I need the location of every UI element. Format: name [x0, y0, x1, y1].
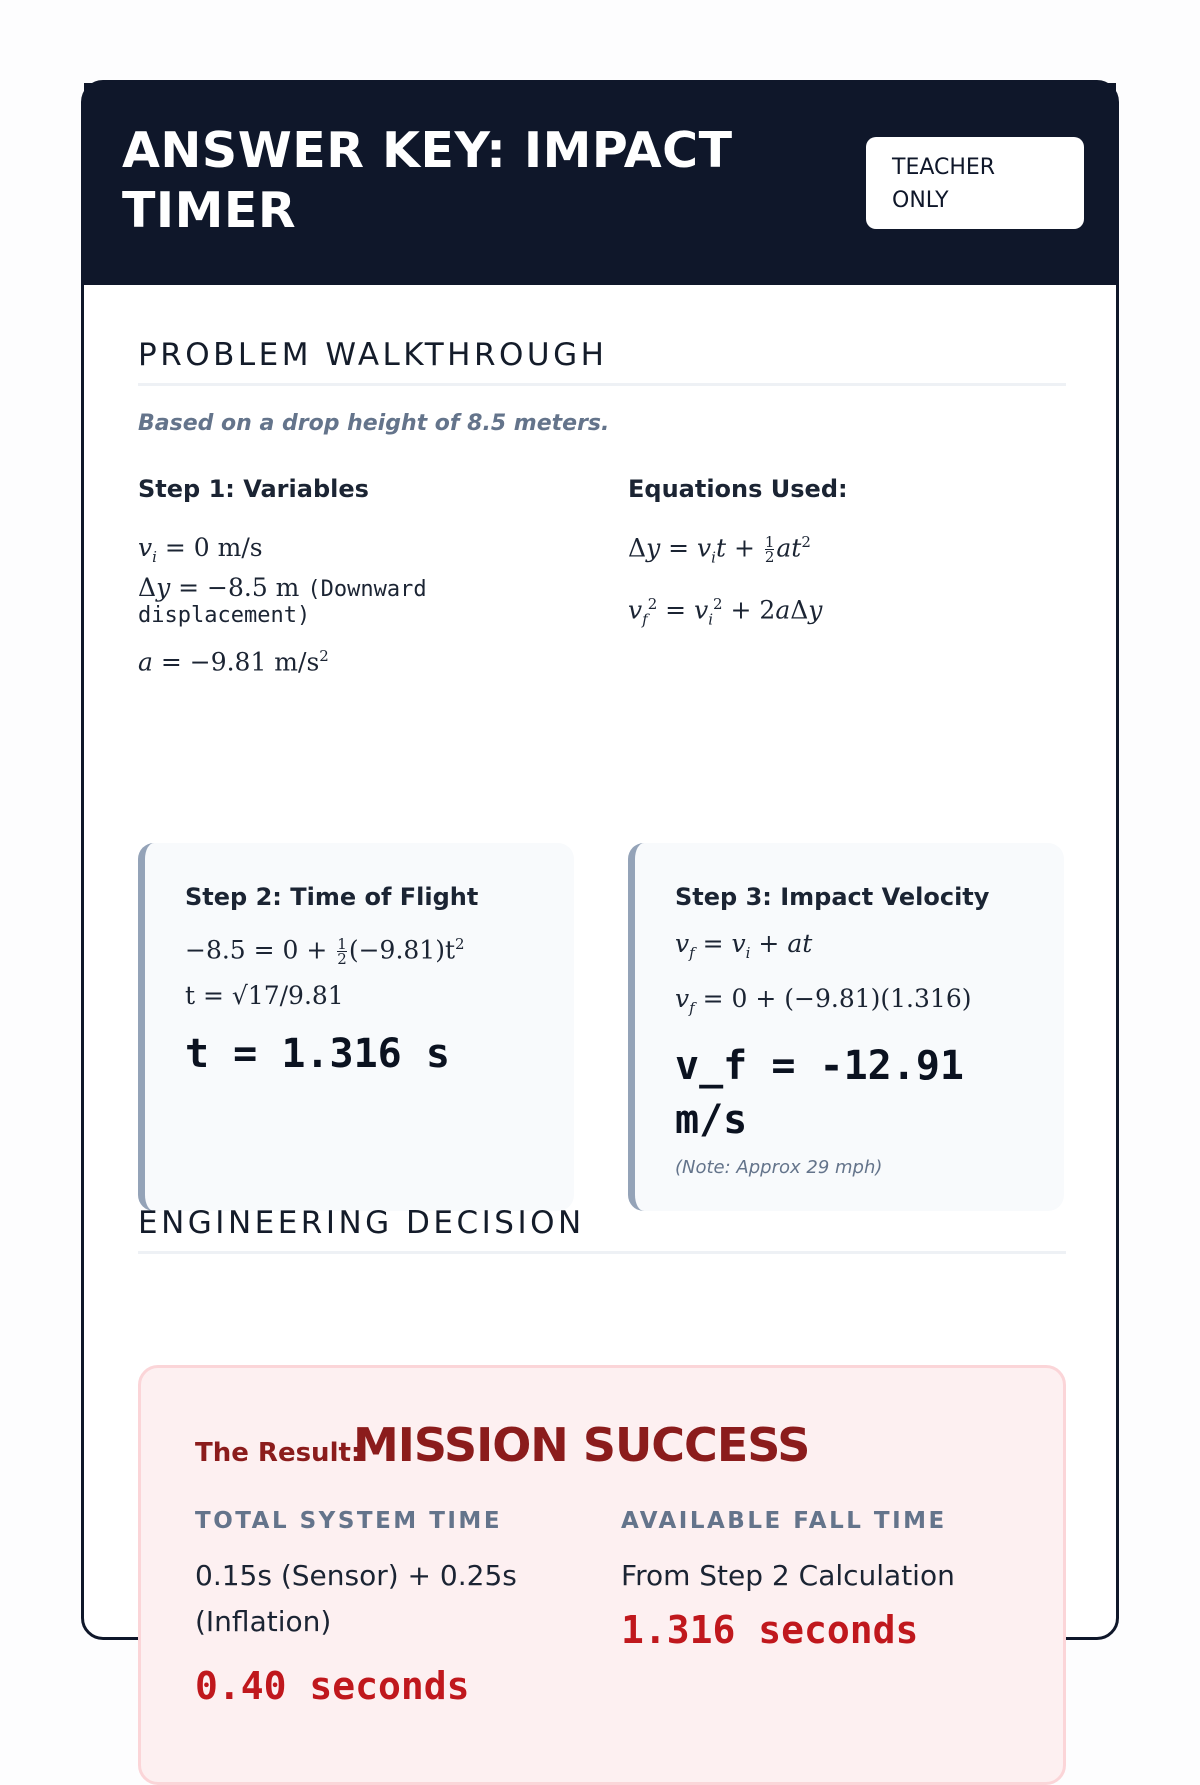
- header: [84, 83, 1116, 285]
- step2-line1: −8.5 = 0 + $\frac{1}{2}$ $(-9.81)t^2$: [185, 935, 465, 969]
- step2-result: t = 1.316 s: [185, 1031, 450, 1078]
- equations-column: [628, 475, 1068, 629]
- a-variable: a = −9.81 $m/s^2$: [138, 647, 329, 677]
- answer-key-card: [81, 80, 1119, 1708]
- step3-title: Step 3: Impact Velocity: [675, 883, 990, 911]
- section-title-walkthrough: PROBLEM WALKTHROUGH: [138, 337, 1066, 386]
- total-system-time-label: TOTAL SYSTEM TIME: [195, 1508, 503, 1534]
- equations-title: Equations Used:: [628, 475, 848, 503]
- step2-line2: t = √17/9.81: [185, 981, 344, 1011]
- result-value: MISSION SUCCESS: [353, 1418, 810, 1472]
- step3-result: v_f = -12.91 m/s: [675, 1043, 964, 1143]
- step3-line1: $v_f = v_i$ + at: [675, 929, 813, 962]
- decision-box: [138, 1365, 1066, 1785]
- total-system-time-desc: 0.15s (Sensor) + 0.25s (Inflation): [195, 1559, 517, 1638]
- teacher-only-badge: TEACHER ONLY: [866, 137, 1084, 229]
- total-system-time-value: 0.40 seconds: [195, 1664, 470, 1708]
- step3-line2: $v_f = 0 + (-9.81)(1.316)$: [675, 984, 972, 1017]
- result-label: The Result:: [195, 1438, 362, 1468]
- dy-variable: Δy = −8.5 m (Downward: [138, 573, 427, 602]
- problem-walkthrough-section: [138, 337, 1066, 386]
- available-fall-time-desc: From Step 2 Calculation: [621, 1559, 955, 1592]
- available-fall-time-value: 1.316 seconds: [621, 1608, 919, 1652]
- step2-title: Step 2: Time of Flight: [185, 883, 479, 911]
- equation-velocity: $v_f^2 = v_i^2 + 2a\Delta y$: [628, 595, 823, 629]
- page-title: ANSWER KEY: IMPACT TIMER: [122, 122, 733, 239]
- drop-height-note: Based on a drop height of 8.5 meters.: [138, 411, 610, 436]
- equation-displacement: $\Delta y = v_it$ + $\frac{1}{2}$ $at^2$: [628, 533, 811, 567]
- variables-title: Step 1: Variables: [138, 475, 369, 503]
- step3-box: [628, 843, 1064, 1211]
- section-title-decision: ENGINEERING DECISION: [138, 1205, 1066, 1254]
- variables-column: [138, 475, 578, 677]
- step2-box: [138, 843, 574, 1211]
- vi-variable: $v_i = 0$ m/s: [138, 533, 263, 566]
- dy-note-line2: displacement): [138, 603, 311, 628]
- available-fall-time-label: AVAILABLE FALL TIME: [621, 1508, 947, 1534]
- engineering-decision-section: [138, 1205, 1066, 1254]
- step3-note: (Note: Approx 29 mph): [675, 1157, 883, 1178]
